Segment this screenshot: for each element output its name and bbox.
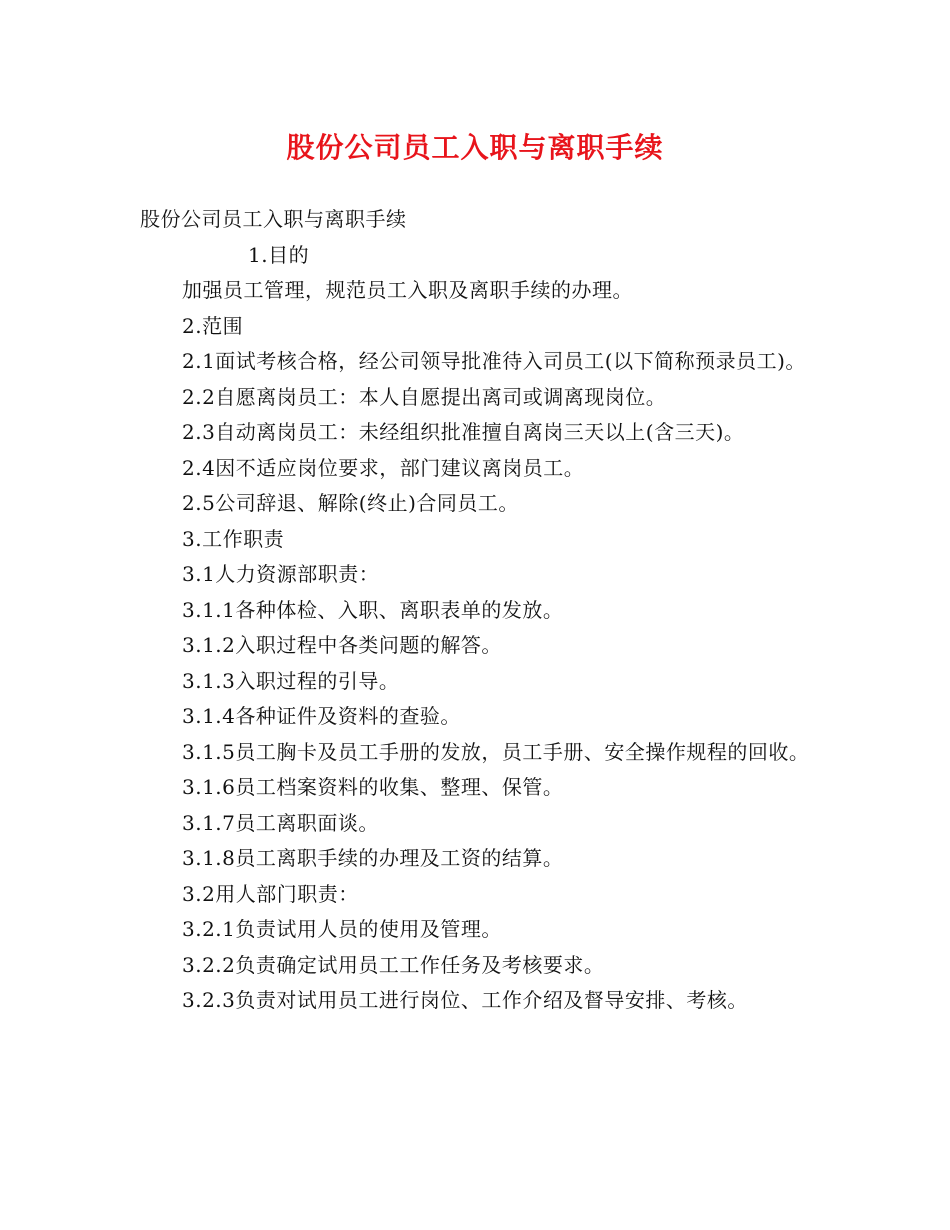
paragraph: 3.1.1各种体检、入职、离职表单的发放。 bbox=[182, 597, 564, 622]
paragraph: 2.5公司辞退、解除(终止)合同员工。 bbox=[182, 491, 519, 515]
paragraph: 2.2自愿离岗员工：本人自愿提出离司或调离现岗位。 bbox=[182, 384, 667, 409]
paragraph: 3.2.3负责对试用员工进行岗位、工作介绍及督导安排、考核。 bbox=[182, 988, 748, 1012]
paragraph: 3.1.8员工离职手续的办理及工资的结算。 bbox=[182, 846, 564, 870]
paragraph: 2.1面试考核合格，经公司领导批准待入司员工(以下简称预录员工)。 bbox=[182, 349, 806, 373]
document-title: 股份公司员工入职与离职手续 bbox=[286, 131, 664, 164]
paragraph: 3.1.2入职过程中各类问题的解答。 bbox=[182, 633, 502, 657]
document-body bbox=[140, 202, 820, 1019]
paragraph: 3.2用人部门职责： bbox=[182, 881, 359, 906]
paragraph: 3.1.3入职过程的引导。 bbox=[182, 668, 400, 693]
paragraph: 3.2.2负责确定试用员工工作任务及考核要求。 bbox=[182, 952, 605, 977]
document-subtitle: 股份公司员工入职与离职手续 bbox=[140, 207, 407, 231]
paragraph: 3.1人力资源部职责： bbox=[182, 562, 380, 586]
paragraph: 3.1.5员工胸卡及员工手册的发放，员工手册、安全操作规程的回收。 bbox=[182, 739, 810, 764]
paragraph: 加强员工管理，规范员工入职及离职手续的办理。 bbox=[182, 278, 633, 302]
section-heading: 1.目的 bbox=[248, 242, 310, 267]
section-heading: 2.范围 bbox=[182, 313, 244, 338]
paragraph: 3.1.7员工离职面谈。 bbox=[182, 810, 379, 835]
paragraph: 3.1.4各种证件及资料的查验。 bbox=[182, 704, 461, 728]
paragraph: 3.2.1负责试用人员的使用及管理。 bbox=[182, 917, 502, 941]
paragraph: 2.3自动离岗员工：未经组织批准擅自离岗三天以上(含三天)。 bbox=[182, 420, 745, 444]
section-heading: 3.工作职责 bbox=[182, 526, 285, 551]
paragraph: 2.4因不适应岗位要求，部门建议离岗员工。 bbox=[182, 455, 585, 480]
paragraph: 3.1.6员工档案资料的收集、整理、保管。 bbox=[182, 775, 564, 799]
